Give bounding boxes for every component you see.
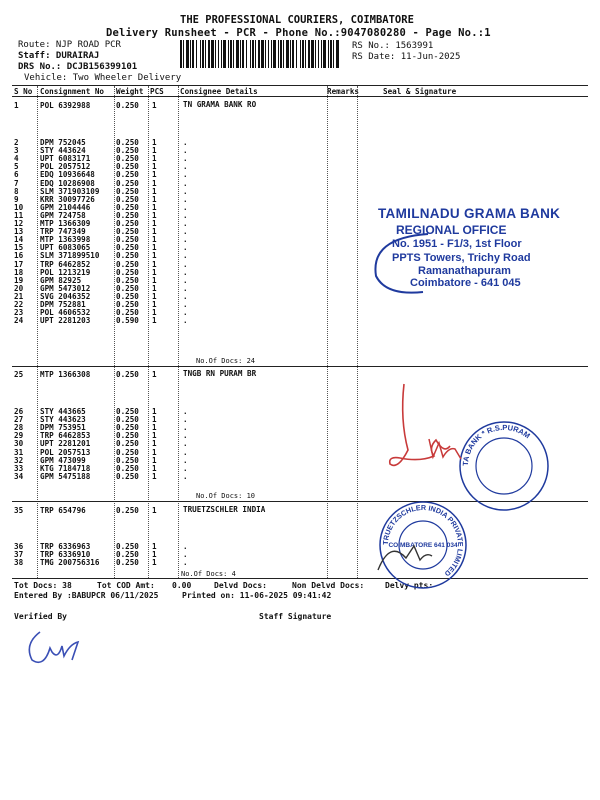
barcode-bar <box>278 40 279 68</box>
row-consignment: TRP 654796 <box>40 506 86 515</box>
row-pcs: 1 <box>152 170 157 180</box>
row-pcs: 1 <box>152 542 157 551</box>
company-title: THE PROFESSIONAL COURIERS, COIMBATORE <box>180 14 414 26</box>
barcode-bar <box>328 40 329 68</box>
row-sno: 18 <box>14 267 24 277</box>
consignee-blank: . <box>183 423 188 433</box>
row-pcs: 1 <box>152 283 157 293</box>
row-pcs: 1 <box>152 210 157 220</box>
row-weight: 0.250 <box>116 431 139 441</box>
row-sno: 29 <box>14 431 24 441</box>
signature-3 <box>370 530 440 580</box>
consignee-blank: . <box>183 138 188 147</box>
row-consignment: MTP 1363998 <box>40 235 91 245</box>
consignee-blank: . <box>183 455 188 465</box>
row-sno: 22 <box>14 300 24 309</box>
staff-label: Staff: DURAIRAJ <box>18 51 100 61</box>
row-weight: 0.250 <box>116 235 139 245</box>
consignee-blank: . <box>183 291 188 301</box>
row-consignment: GPM 2104446 <box>40 202 91 212</box>
barcode-bar <box>258 40 260 68</box>
consignee-blank: . <box>183 558 188 568</box>
row-sno: 37 <box>14 550 24 560</box>
barcode-bar <box>333 40 334 68</box>
row-pcs: 1 <box>152 431 157 441</box>
row-consignment: GPM 724758 <box>40 210 86 220</box>
row-pcs: 1 <box>152 101 157 110</box>
row-weight: 0.590 <box>116 316 139 326</box>
group-docs: No.Of Docs: 4 <box>181 570 236 578</box>
vehicle-label: Vehicle: Two Wheeler Delivery <box>24 73 182 83</box>
row-pcs: 1 <box>152 447 157 457</box>
consignee-blank: . <box>183 146 188 156</box>
barcode-bar <box>321 40 322 68</box>
barcode-bar <box>268 40 269 68</box>
row-consignment: POL 4606532 <box>40 308 91 318</box>
row-weight: 0.250 <box>116 542 139 551</box>
barcode-bar <box>290 40 291 68</box>
stamp-line: PPTS Towers, Trichy Road <box>392 252 531 264</box>
row-sno: 14 <box>14 235 24 245</box>
row-weight: 0.250 <box>116 550 139 560</box>
delivered-docs: Delvd Docs: <box>214 581 267 590</box>
row-pcs: 1 <box>152 275 157 285</box>
row-weight: 0.250 <box>116 370 139 379</box>
rs-number: RS No.: 1563991 <box>352 41 434 51</box>
row-consignment: DPM 753951 <box>40 423 86 433</box>
row-sno: 38 <box>14 558 24 568</box>
row-weight: 0.250 <box>116 455 139 465</box>
non-delivered-docs: Non Delvd Docs: <box>292 581 365 590</box>
row-weight: 0.250 <box>116 186 139 196</box>
consignee-blank: . <box>183 170 188 180</box>
svg-text:TA BANK * R.S.PURAM: TA BANK * R.S.PURAM <box>460 422 532 467</box>
row-consignment: SVG 2046352 <box>40 291 91 301</box>
row-consignment: SLM 371899510 <box>40 251 100 261</box>
row-sno: 2 <box>14 138 19 147</box>
verified-by: Verified By <box>14 612 67 621</box>
row-pcs: 1 <box>152 259 157 269</box>
table-row <box>0 370 600 379</box>
barcode <box>180 40 342 68</box>
row-consignment: STY 443624 <box>40 146 86 156</box>
row-weight: 0.250 <box>116 423 139 433</box>
col-remarks: Remarks <box>327 87 360 96</box>
row-weight: 0.250 <box>116 308 139 318</box>
row-pcs: 1 <box>152 300 157 309</box>
barcode-bar <box>300 40 301 68</box>
row-consignment: UPT 2281203 <box>40 316 91 326</box>
row-pcs: 1 <box>152 407 157 416</box>
row-pcs: 1 <box>152 558 157 568</box>
row-pcs: 1 <box>152 415 157 425</box>
barcode-bar <box>286 40 289 68</box>
stamp-line: No. 1951 - F1/3, 1st Floor <box>392 238 522 250</box>
row-sno: 8 <box>14 186 19 196</box>
row-consignment: TRP 6336910 <box>40 550 91 560</box>
row-sno: 16 <box>14 251 24 261</box>
row-pcs: 1 <box>152 316 157 326</box>
row-sno: 23 <box>14 308 24 318</box>
row-weight: 0.250 <box>116 558 139 568</box>
row-weight: 0.250 <box>116 439 139 449</box>
row-sno: 9 <box>14 194 19 204</box>
row-sno: 25 <box>14 370 24 379</box>
row-weight: 0.250 <box>116 210 139 220</box>
barcode-bar <box>242 40 244 68</box>
barcode-bar <box>265 40 266 68</box>
consignee-blank: . <box>183 202 188 212</box>
row-pcs: 1 <box>152 455 157 465</box>
row-sno: 6 <box>14 170 19 180</box>
barcode-bar <box>252 40 254 68</box>
printed-on: Printed on: 11-06-2025 09:41:42 <box>182 591 332 600</box>
consignee-blank: . <box>183 550 188 560</box>
consignee-blank: . <box>183 407 188 416</box>
row-consignment: TRP 6462853 <box>40 431 91 441</box>
consignee-blank: . <box>183 542 188 551</box>
stamp-line: REGIONAL OFFICE <box>396 223 507 237</box>
delivery-points: Delvy pts: <box>385 581 434 590</box>
row-consignment: TRP 6336963 <box>40 542 91 551</box>
consignee-blank: . <box>183 154 188 164</box>
group-consignee: TNGB RN PURAM BR <box>183 369 257 378</box>
row-weight: 0.250 <box>116 154 139 164</box>
barcode-bar <box>180 40 182 68</box>
row-consignment: POL 2057513 <box>40 447 91 457</box>
barcode-bar <box>233 40 234 68</box>
row-weight: 0.250 <box>116 300 139 309</box>
row-weight: 0.250 <box>116 259 139 269</box>
row-sno: 7 <box>14 178 19 188</box>
row-consignment: SLM 371903109 <box>40 186 100 196</box>
group-docs: No.Of Docs: 24 <box>196 357 256 365</box>
row-weight: 0.250 <box>116 267 139 277</box>
barcode-bar <box>271 40 272 68</box>
row-sno: 28 <box>14 423 24 433</box>
consignee-blank: . <box>183 275 188 285</box>
row-weight: 0.250 <box>116 202 139 212</box>
row-consignment: UPT 6083171 <box>40 154 91 164</box>
row-consignment: POL 2057512 <box>40 162 91 172</box>
row-sno: 10 <box>14 202 24 212</box>
row-pcs: 1 <box>152 471 157 481</box>
barcode-bar <box>240 40 241 68</box>
route-label: Route: NJP ROAD PCR <box>18 40 121 50</box>
row-pcs: 1 <box>152 235 157 245</box>
row-sno: 31 <box>14 447 24 457</box>
barcode-bar <box>192 40 194 68</box>
consignee-blank: . <box>183 162 188 172</box>
consignee-blank: . <box>183 431 188 441</box>
row-consignment: UPT 6083065 <box>40 243 91 253</box>
row-pcs: 1 <box>152 162 157 172</box>
row-weight: 0.250 <box>116 447 139 457</box>
total-cod-label: Tot COD Amt: <box>97 581 155 590</box>
row-pcs: 1 <box>152 219 157 228</box>
runsheet-title: Delivery Runsheet - PCR - Phone No.:9047080280 - Page No.:1 <box>106 27 491 39</box>
row-pcs: 1 <box>152 186 157 196</box>
row-sno: 5 <box>14 162 19 172</box>
row-consignment: MTP 1366308 <box>40 370 91 379</box>
row-pcs: 1 <box>152 154 157 164</box>
row-sno: 3 <box>14 146 19 156</box>
barcode-bar <box>315 40 316 68</box>
row-sno: 27 <box>14 415 24 425</box>
barcode-bar <box>211 40 214 68</box>
verified-signature <box>22 622 92 672</box>
row-consignment: DPM 752881 <box>40 300 86 309</box>
col-seal: Seal & Signature <box>383 87 457 96</box>
consignee-blank: . <box>183 267 188 277</box>
row-sno: 21 <box>14 291 24 301</box>
row-weight: 0.250 <box>116 194 139 204</box>
row-weight: 0.250 <box>116 162 139 172</box>
row-pcs: 1 <box>152 291 157 301</box>
row-consignment: GPM 473099 <box>40 455 86 465</box>
consignee-blank: . <box>183 186 188 196</box>
row-weight: 0.250 <box>116 283 139 293</box>
row-weight: 0.250 <box>116 101 139 110</box>
barcode-bar <box>308 40 310 68</box>
row-pcs: 1 <box>152 202 157 212</box>
barcode-bar <box>330 40 332 68</box>
row-consignment: KTG 7184718 <box>40 463 91 473</box>
stamp-line: Coimbatore - 641 045 <box>410 277 521 289</box>
row-weight: 0.250 <box>116 463 139 473</box>
row-consignment: GPM 5473012 <box>40 283 91 293</box>
consignee-blank: . <box>183 251 188 261</box>
row-consignment: EDQ 10286908 <box>40 178 95 188</box>
svg-text:TRUETZSCHLER INDIA PRIVATE LIM: TRUETZSCHLER INDIA PRIVATE LIMITED <box>380 502 466 579</box>
row-pcs: 1 <box>152 251 157 261</box>
row-consignment: TMG 200756316 <box>40 558 100 568</box>
stamp-arc <box>368 228 438 298</box>
col-weight: Weight <box>116 87 144 96</box>
barcode-bar <box>230 40 232 68</box>
consignee-blank: . <box>183 415 188 425</box>
entered-by: Entered By :BABUPCR 06/11/2025 <box>14 591 159 600</box>
barcode-bar <box>236 40 239 68</box>
barcode-bar <box>305 40 306 68</box>
row-weight: 0.250 <box>116 243 139 253</box>
barcode-bar <box>311 40 314 68</box>
row-weight: 0.250 <box>116 415 139 425</box>
consignee-blank: . <box>183 219 188 228</box>
row-sno: 15 <box>14 243 24 253</box>
staff-signature: Staff Signature <box>259 612 332 621</box>
rs-date: RS Date: 11-Jun-2025 <box>352 52 461 62</box>
row-pcs: 1 <box>152 308 157 318</box>
barcode-bar <box>318 40 319 68</box>
table-row <box>0 316 600 325</box>
barcode-bar <box>261 40 264 68</box>
col-consignment: Consignment No <box>40 87 105 96</box>
row-weight: 0.250 <box>116 251 139 261</box>
row-sno: 4 <box>14 154 19 164</box>
barcode-bar <box>296 40 297 68</box>
group-consignee: TRUETZSCHLER INDIA <box>183 505 266 514</box>
barcode-bar <box>186 40 189 68</box>
svg-text:COIMBATORE 641 034: COIMBATORE 641 034 <box>388 542 458 549</box>
barcode-bar <box>223 40 226 68</box>
row-pcs: 1 <box>152 506 157 515</box>
row-sno: 11 <box>14 210 24 220</box>
row-pcs: 1 <box>152 463 157 473</box>
row-sno: 26 <box>14 407 24 416</box>
row-sno: 33 <box>14 463 24 473</box>
barcode-bar <box>202 40 204 68</box>
row-consignment: MTP 1366309 <box>40 219 91 228</box>
group-consignee: TN GRAMA BANK RO <box>183 100 257 109</box>
consignee-blank: . <box>183 227 188 237</box>
group-docs: No.Of Docs: 10 <box>196 492 256 500</box>
barcode-bar <box>323 40 326 68</box>
row-weight: 0.250 <box>116 506 139 515</box>
row-weight: 0.250 <box>116 219 139 228</box>
row-pcs: 1 <box>152 439 157 449</box>
row-sno: 30 <box>14 439 24 449</box>
row-weight: 0.250 <box>116 227 139 237</box>
stamp-line: TAMILNADU GRAMA BANK <box>378 206 561 221</box>
consignee-blank: . <box>183 210 188 220</box>
consignee-blank: . <box>183 178 188 188</box>
total-cod-value: 0.00 <box>172 581 192 590</box>
row-sno: 20 <box>14 283 24 293</box>
barcode-bar <box>221 40 222 68</box>
row-consignment: GPM 82925 <box>40 275 82 285</box>
row-pcs: 1 <box>152 267 157 277</box>
row-consignment: POL 1213219 <box>40 267 91 277</box>
row-sno: 36 <box>14 542 24 551</box>
row-sno: 35 <box>14 506 24 515</box>
row-consignment: TRP 6462852 <box>40 259 91 269</box>
barcode-bar <box>280 40 282 68</box>
barcode-bar <box>205 40 206 68</box>
stamp-line: Ramanathapuram <box>418 265 511 277</box>
consignee-blank: . <box>183 447 188 457</box>
barcode-bar <box>228 40 229 68</box>
row-weight: 0.250 <box>116 471 139 481</box>
barcode-bar <box>215 40 216 68</box>
consignee-blank: . <box>183 308 188 318</box>
consignee-blank: . <box>183 194 188 204</box>
row-consignment: STY 443623 <box>40 415 86 425</box>
row-consignment: TRP 747349 <box>40 227 86 237</box>
barcode-bar <box>196 40 197 68</box>
row-pcs: 1 <box>152 138 157 147</box>
consignee-blank: . <box>183 235 188 245</box>
row-pcs: 1 <box>152 550 157 560</box>
barcode-bar <box>336 40 339 68</box>
barcode-bar <box>292 40 294 68</box>
row-consignment: UPT 2281201 <box>40 439 91 449</box>
col-sno: S No <box>14 87 33 96</box>
row-sno: 32 <box>14 455 24 465</box>
row-sno: 17 <box>14 259 24 269</box>
barcode-bar <box>190 40 191 68</box>
barcode-bar <box>218 40 219 68</box>
row-pcs: 1 <box>152 423 157 433</box>
row-weight: 0.250 <box>116 178 139 188</box>
total-docs: Tot Docs: 38 <box>14 581 72 590</box>
row-sno: 24 <box>14 316 24 326</box>
barcode-bar <box>200 40 201 68</box>
barcode-bar <box>208 40 210 68</box>
barcode-bar <box>250 40 251 68</box>
row-pcs: 1 <box>152 146 157 156</box>
row-consignment: DPM 752045 <box>40 138 86 147</box>
row-pcs: 1 <box>152 243 157 253</box>
consignee-blank: . <box>183 283 188 293</box>
row-weight: 0.250 <box>116 291 139 301</box>
table-row <box>0 558 600 567</box>
consignee-blank: . <box>183 259 188 269</box>
col-consignee: Consignee Details <box>180 87 258 96</box>
consignee-blank: . <box>183 300 188 309</box>
consignee-blank: . <box>183 439 188 449</box>
barcode-bar <box>302 40 304 68</box>
row-consignment: KRR 30097726 <box>40 194 95 204</box>
consignee-blank: . <box>183 316 188 326</box>
col-pcs: PCS <box>150 87 164 96</box>
row-consignment: GPM 5475188 <box>40 471 91 481</box>
row-weight: 0.250 <box>116 138 139 147</box>
barcode-bar <box>273 40 276 68</box>
barcode-bar <box>283 40 284 68</box>
row-pcs: 1 <box>152 178 157 188</box>
row-pcs: 1 <box>152 227 157 237</box>
row-sno: 12 <box>14 219 24 228</box>
row-weight: 0.250 <box>116 275 139 285</box>
row-pcs: 1 <box>152 370 157 379</box>
row-weight: 0.250 <box>116 170 139 180</box>
barcode-bar <box>183 40 184 68</box>
bank-round-stamp <box>458 420 550 512</box>
row-sno: 19 <box>14 275 24 285</box>
row-weight: 0.250 <box>116 407 139 416</box>
drs-label: DRS No.: DCJB156399101 <box>18 62 138 72</box>
barcode-bar <box>246 40 247 68</box>
row-consignment: POL 6392988 <box>40 101 91 110</box>
row-sno: 1 <box>14 101 19 110</box>
consignee-blank: . <box>183 463 188 473</box>
consignee-blank: . <box>183 471 188 481</box>
consignee-blank: . <box>183 243 188 253</box>
row-consignment: EDQ 10936648 <box>40 170 95 180</box>
table-row <box>0 101 600 110</box>
signature-2 <box>425 435 465 465</box>
row-weight: 0.250 <box>116 146 139 156</box>
row-sno: 13 <box>14 227 24 237</box>
row-pcs: 1 <box>152 194 157 204</box>
row-consignment: STY 443665 <box>40 407 86 416</box>
row-sno: 34 <box>14 471 24 481</box>
barcode-bar <box>255 40 256 68</box>
